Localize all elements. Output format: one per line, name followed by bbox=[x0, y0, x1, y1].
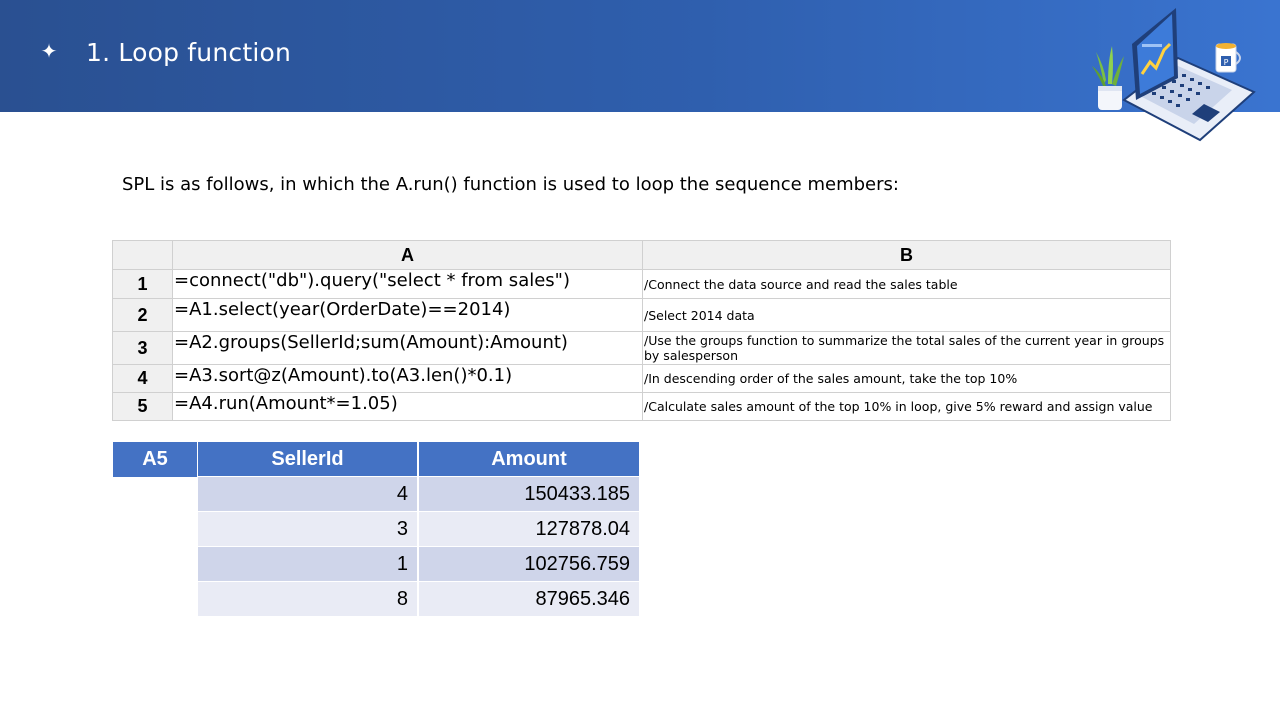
table-row bbox=[198, 477, 641, 512]
amount-cell[interactable]: 102756.759 bbox=[419, 547, 639, 581]
grid-corner bbox=[113, 241, 173, 270]
grid-header-row bbox=[113, 241, 1171, 270]
plant-icon bbox=[1092, 46, 1124, 110]
column-header-a[interactable]: A bbox=[173, 241, 643, 270]
sellerid-cell[interactable]: 3 bbox=[198, 512, 417, 546]
table-row bbox=[198, 582, 641, 617]
sparkle-icon: ✦ bbox=[40, 39, 58, 63]
cell-b1[interactable]: /Connect the data source and read the sales table bbox=[643, 270, 1171, 299]
sellerid-cell[interactable]: 8 bbox=[198, 582, 417, 616]
laptop-icon bbox=[1124, 8, 1254, 140]
grid-row bbox=[113, 365, 1171, 393]
spl-grid bbox=[112, 240, 1171, 421]
row-number[interactable]: 3 bbox=[113, 332, 173, 365]
column-header-b[interactable]: B bbox=[643, 241, 1171, 270]
cell-a2[interactable]: =A1.select(year(OrderDate)==2014) bbox=[173, 299, 643, 332]
cell-a4[interactable]: =A3.sort@z(Amount).to(A3.len()*0.1) bbox=[173, 365, 643, 393]
amount-cell[interactable]: 150433.185 bbox=[419, 477, 639, 511]
table-row bbox=[198, 547, 641, 582]
cell-a3[interactable]: =A2.groups(SellerId;sum(Amount):Amount) bbox=[173, 332, 643, 365]
amount-cell[interactable]: 87965.346 bbox=[419, 582, 639, 616]
result-header-amount[interactable]: Amount bbox=[419, 442, 639, 476]
cell-b2[interactable]: /Select 2014 data bbox=[643, 299, 1171, 332]
cell-b4[interactable]: /In descending order of the sales amount, take the top 10% bbox=[643, 365, 1171, 393]
table-row bbox=[198, 512, 641, 547]
result-header-row bbox=[198, 442, 641, 477]
cell-b3[interactable]: /Use the groups function to summarize the total sales of the current year in groups by salesperson bbox=[643, 332, 1171, 365]
slide-title: 1. Loop function bbox=[86, 38, 292, 67]
grid-row bbox=[113, 393, 1171, 421]
mug-icon bbox=[1216, 43, 1240, 72]
cell-a5[interactable]: =A4.run(Amount*=1.05) bbox=[173, 393, 643, 421]
row-number[interactable]: 2 bbox=[113, 299, 173, 332]
result-cell-label: A5 bbox=[113, 442, 197, 477]
cell-a1[interactable]: =connect("db").query("select * from sales") bbox=[173, 270, 643, 299]
laptop-illustration bbox=[1082, 4, 1262, 144]
sellerid-cell[interactable]: 1 bbox=[198, 547, 417, 581]
grid-row bbox=[113, 299, 1171, 332]
cell-b5[interactable]: /Calculate sales amount of the top 10% in loop, give 5% reward and assign value bbox=[643, 393, 1171, 421]
grid-row bbox=[113, 270, 1171, 299]
row-number[interactable]: 4 bbox=[113, 365, 173, 393]
row-number[interactable]: 5 bbox=[113, 393, 173, 421]
grid-row bbox=[113, 332, 1171, 365]
row-number[interactable]: 1 bbox=[113, 270, 173, 299]
amount-cell[interactable]: 127878.04 bbox=[419, 512, 639, 546]
result-table bbox=[198, 442, 641, 617]
svg-text:P: P bbox=[1223, 58, 1229, 67]
result-header-sellerid[interactable]: SellerId bbox=[198, 442, 417, 476]
intro-text: SPL is as follows, in which the A.run() function is used to loop the sequence members: bbox=[122, 174, 899, 195]
sellerid-cell[interactable]: 4 bbox=[198, 477, 417, 511]
